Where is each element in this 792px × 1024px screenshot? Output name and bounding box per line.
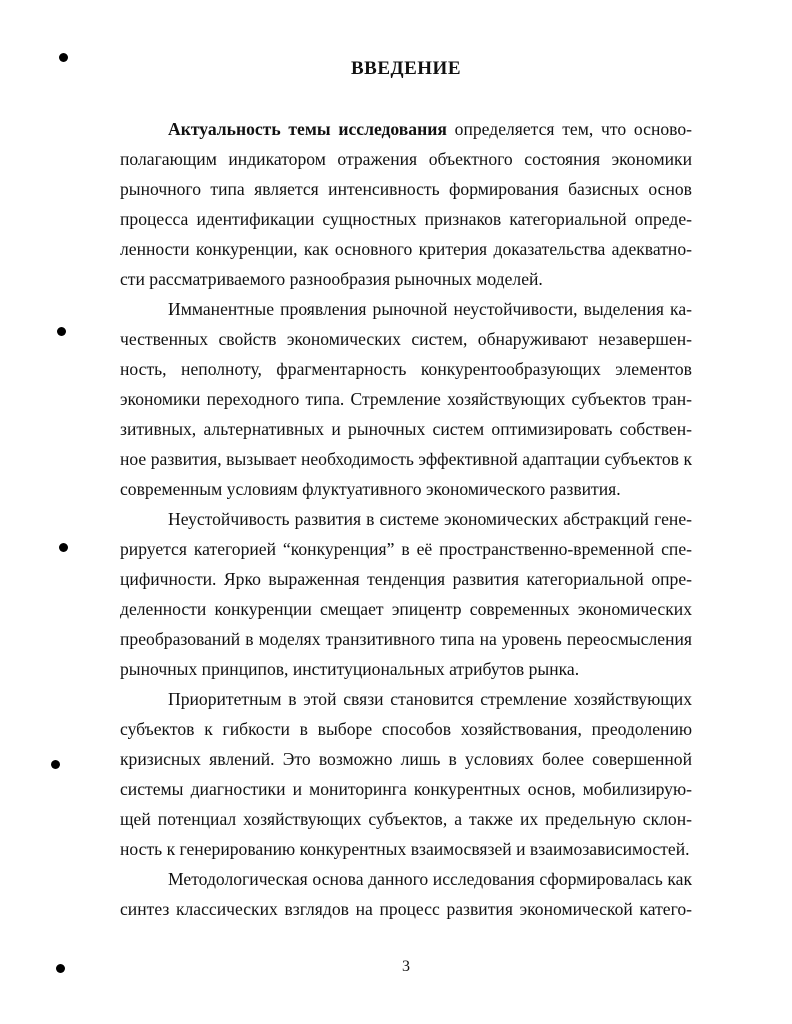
binding-hole-mark (59, 543, 68, 552)
page-number: 3 (402, 958, 410, 975)
paragraph-text: определяется тем, что основополагающим индикатором отражения объектного состояния экономики рыночного типа является интенсивность формирования базисных основ процесса идентификации сущностных признаков категориальной определенности конкуренции, как основного критерия доказательства адекватности рассматриваемого разнообразия рыночных моделей. (120, 119, 692, 289)
paragraph-methodology: Методологическая основа данного исследования сформировалась как синтез классических взглядов на процесс развития экономической катего- (120, 869, 692, 919)
binding-hole-mark (57, 327, 66, 336)
paragraph-lead: Актуальность темы исследования (168, 119, 447, 139)
paragraph-relevance (120, 114, 692, 294)
page-heading: ВВЕДЕНИЕ (351, 58, 461, 79)
binding-hole-mark (51, 760, 60, 769)
paragraph-competition: Неустойчивость развития в системе экономических абстракций генерируется категорией “конкуренция” в её пространственно-временной специфичности. Ярко выраженная тенденция развития категориальной определенности конкуренции смещает эпицентр современных экономических преобразований в моделях транзитивного типа на уровень переосмысления рыночных принципов, институциональных атрибутов рынка. (120, 509, 692, 679)
paragraph-instability: Имманентные проявления рыночной неустойчивости, выделения качественных свойств экономических систем, обнаруживают незавершенность, неполноту, фрагментарность конкурентообразующих элементов экономики переходного типа. Стремление хозяйствующих субъектов транзитивных, альтернативных и рыночных систем оптимизировать собственное развития, вызывает необходимость эффективной адаптации субъектов к современным условиям флуктуативного экономического развития. (120, 299, 692, 499)
paragraph-priority: Приоритетным в этой связи становится стремление хозяйствующих субъектов к гибкости в выборе способов хозяйствования, преодолению кризисных явлений. Это возможно лишь в условиях более совершенной системы диагностики и мониторинга конкурентных основ, мобилизирующей потенциал хозяйствующих субъектов, а также их предельную склонность к генерированию конкурентных взаимосвязей и взаимозависимостей. (120, 689, 692, 859)
body-text (120, 114, 692, 924)
